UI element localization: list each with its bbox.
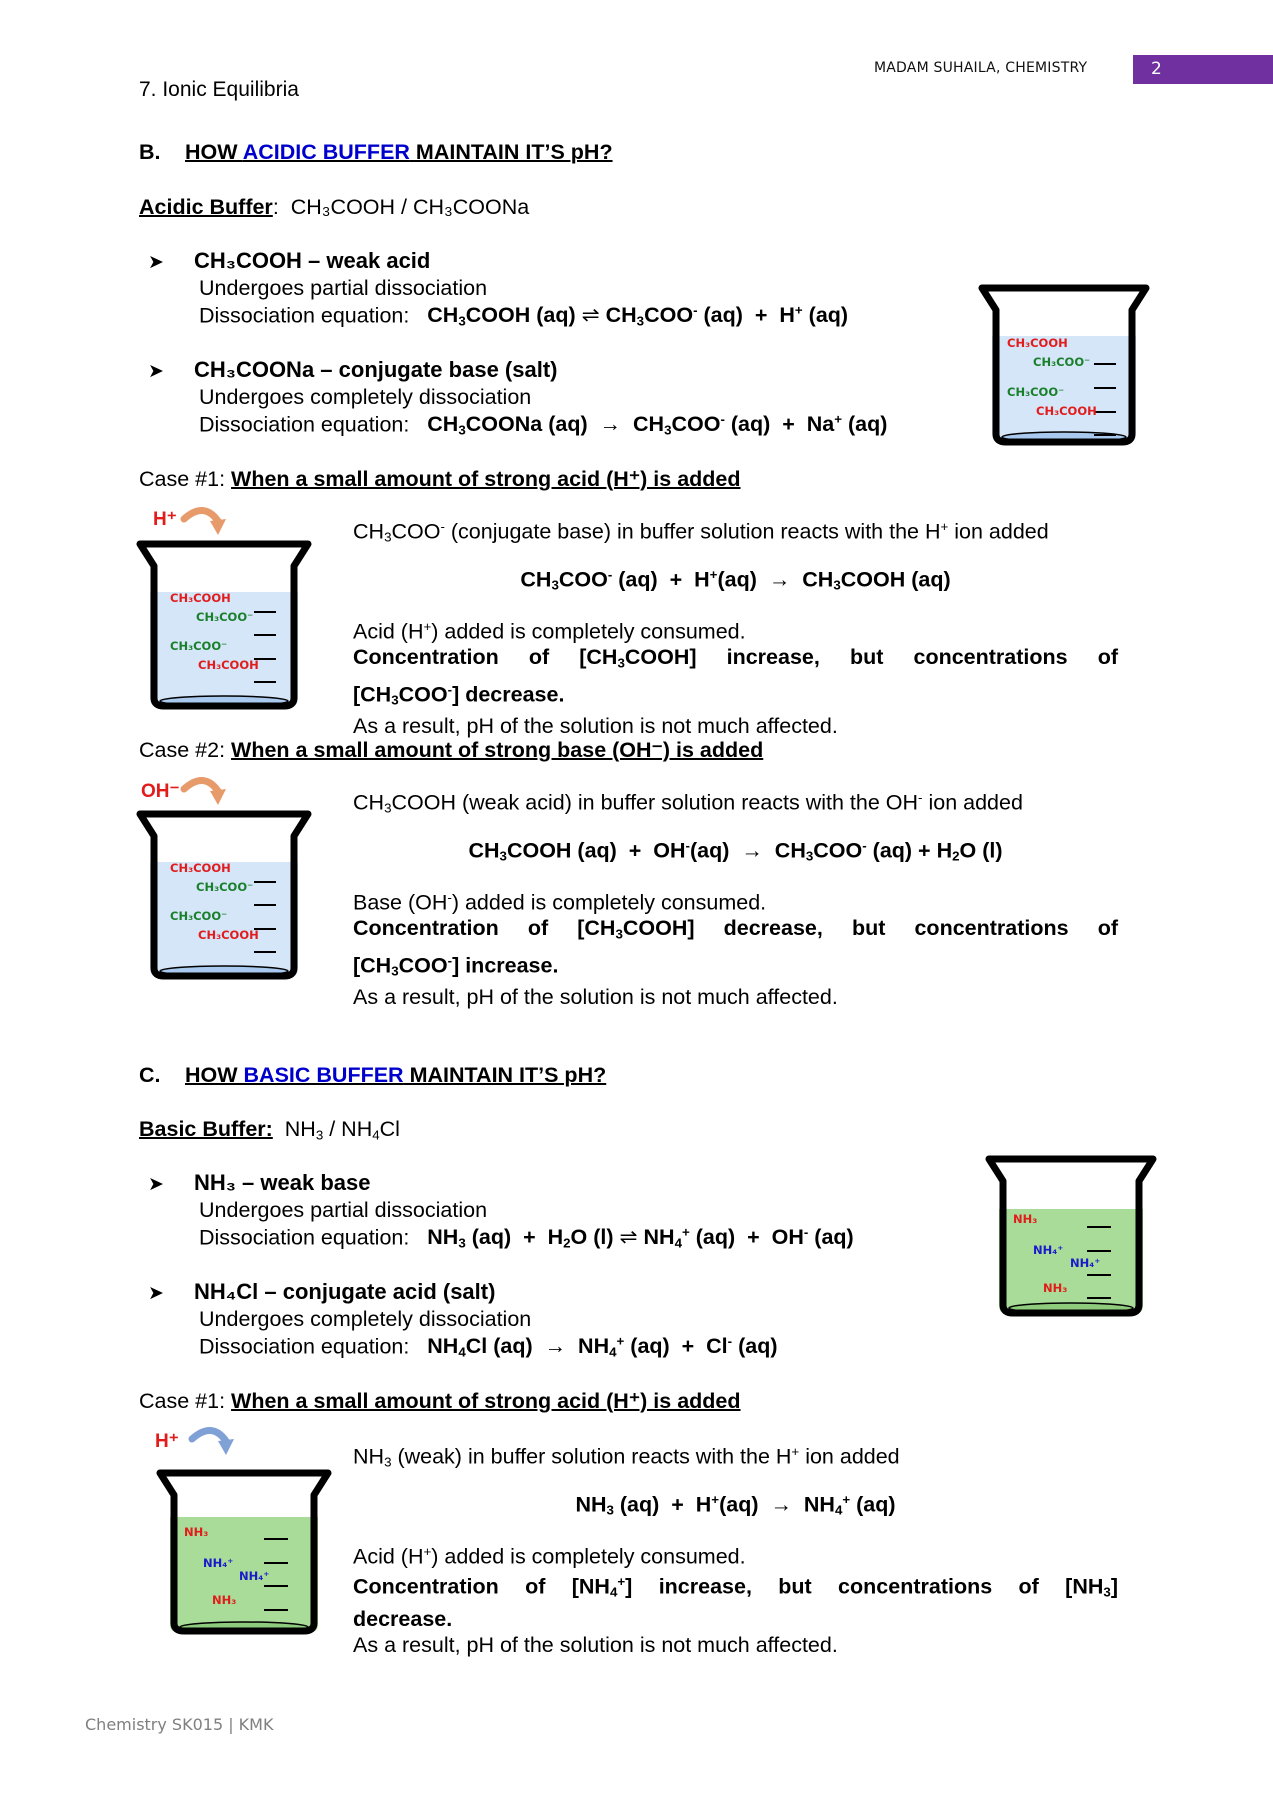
- case-1-heading: [139, 467, 741, 492]
- footer-text: Chemistry SK015 | KMK: [85, 1715, 274, 1734]
- concentration-line: Concentration of $[NH_4^+]$ increase, but concentrations of $[NH_3]$: [353, 1574, 1118, 1600]
- dissociation-equation: $CH_3COONa$ $(aq) \to CH_3COO^-$ (aq) + Na+ (aq): [427, 412, 888, 438]
- concentration-line-cont: $[CH_3COO^-]$ decrease.: [353, 681, 565, 708]
- species-label: CH₃COO⁻: [196, 880, 254, 894]
- added-ion-label: H⁺: [155, 1431, 179, 1452]
- bullet-desc: Undergoes completely dissociation: [199, 1307, 532, 1331]
- bullet-weak-acid: [148, 248, 430, 274]
- beaker-icon: [136, 810, 312, 982]
- species-label: NH₄⁺: [203, 1556, 234, 1570]
- species-label: CH₃COOH: [198, 658, 259, 672]
- bullet-conjugate-base: [148, 357, 557, 383]
- added-ion-label: OH⁻: [141, 781, 180, 802]
- bullet-desc: Undergoes completely dissociation: [199, 385, 532, 409]
- dissociation-line: [199, 1334, 778, 1360]
- buffer-label: Acidic Buffer: [139, 195, 273, 219]
- eq-label: Dissociation equation:: [199, 303, 410, 328]
- case-explanation: [353, 1539, 1118, 1658]
- acidic-buffer-definition: Acidic Buffer: CH₃COOH / CH₃COONa: [139, 195, 530, 219]
- species-label: CH₃COOH: [170, 591, 231, 605]
- curved-arrow-icon: [180, 505, 230, 541]
- species-label: CH₃COO⁻: [1007, 385, 1065, 399]
- arrow-bullet-icon: ➤: [148, 1174, 164, 1195]
- bullet-desc: Undergoes partial dissociation: [199, 276, 488, 300]
- species-label: CH₃COOH: [170, 861, 231, 875]
- heading-text: HOW: [185, 140, 243, 164]
- basic-buffer-definition: [139, 1117, 400, 1142]
- species-label: CH₃COOH: [198, 928, 259, 942]
- arrow-bullet-icon: ➤: [148, 361, 164, 382]
- species-label: CH₃COOH: [1036, 404, 1097, 418]
- dissociation-equation: $NH_4Cl$ $(aq) \to NH_4^+$ (aq) + Cl- (aq): [427, 1334, 778, 1360]
- bullet-desc: Undergoes partial dissociation: [199, 1198, 488, 1222]
- case-explanation: [353, 614, 1118, 739]
- reaction-equation: $CH_3COOH$ $(aq) + OH^-(aq) \to CH_3COO^-$ $(aq) + H_2O$ (l): [468, 838, 1003, 864]
- eq-label: Dissociation equation:: [199, 1225, 410, 1250]
- reaction-intro: $CH_3COO^-$ (conjugate base) in buffer solution reacts with the H+ ion added: [353, 519, 1049, 545]
- arrow-bullet-icon: ➤: [148, 1283, 164, 1304]
- case-explanation: [353, 885, 1118, 1010]
- species-label: NH₄⁺: [1070, 1256, 1101, 1270]
- beaker-icon: [156, 1469, 332, 1637]
- beaker-icon: [136, 540, 312, 712]
- beaker-icon: [985, 1155, 1157, 1319]
- result-line: As a result, pH of the solution is not much affected.: [353, 714, 838, 739]
- species-label: CH₃COOH: [1007, 336, 1068, 350]
- result-line: As a result, pH of the solution is not much affected.: [353, 1632, 838, 1657]
- consumed-line: Acid (H+) added is completely consumed.: [353, 1544, 746, 1569]
- section-letter: B.: [139, 140, 161, 164]
- species-label: NH₃: [212, 1593, 237, 1607]
- page-number-badge: 2: [1133, 55, 1273, 84]
- heading-text: MAINTAIN IT’S pH?: [409, 140, 613, 164]
- concentration-line-cont: $[CH_3COO^-]$ increase.: [353, 952, 559, 979]
- consumed-line: Base (OH-) added is completely consumed.: [353, 890, 767, 915]
- bullet-title: NH₃ – weak base: [194, 1170, 371, 1195]
- section-letter: C.: [139, 1063, 161, 1087]
- heading-highlight: BASIC BUFFER: [243, 1063, 404, 1087]
- species-label: NH₃: [1013, 1212, 1038, 1226]
- dissociation-line: [199, 303, 848, 329]
- chapter-title: 7. Ionic Equilibria: [139, 78, 299, 101]
- dissociation-line: [199, 1225, 854, 1251]
- species-label: CH₃COO⁻: [170, 639, 228, 653]
- case-title: When a small amount of strong acid (H⁺) is added: [231, 467, 741, 491]
- curved-arrow-icon: [188, 1425, 238, 1461]
- reaction-equation: $CH_3COO^-$ $(aq) + H^+(aq) \to CH_3COOH$ (aq): [520, 567, 951, 593]
- concentration-line: Concentration of $[CH_3COOH]$ increase, but concentrations of: [353, 645, 1118, 671]
- species-label: NH₄⁺: [239, 1569, 270, 1583]
- case-2-heading: [139, 738, 763, 763]
- case-title: When a small amount of strong acid (H⁺) is added: [231, 1389, 741, 1413]
- reaction-intro: $NH_3$ (weak) in buffer solution reacts with the H+ ion added: [353, 1444, 900, 1470]
- case-prefix: Case #2:: [139, 738, 226, 762]
- dissociation-equation: $NH_3$ $(aq) + H_2O$ (l) ⇌ $NH_4^+$ (aq) + OH- (aq): [427, 1225, 854, 1251]
- added-ion-label: H⁺: [153, 509, 177, 530]
- consumed-line: Acid (H+) added is completely consumed.: [353, 619, 746, 644]
- species-label: CH₃COO⁻: [1033, 355, 1091, 369]
- bullet-title: CH₃COONa – conjugate base (salt): [194, 357, 558, 382]
- bullet-conjugate-acid: [148, 1279, 495, 1305]
- case-prefix: Case #1:: [139, 467, 226, 491]
- heading-text: MAINTAIN IT’S pH?: [403, 1063, 607, 1087]
- heading-highlight: ACIDIC BUFFER: [242, 140, 410, 164]
- reaction-intro: $CH_3COOH$ (weak acid) in buffer solution reacts with the OH- ion added: [353, 790, 1023, 816]
- species-label: NH₃: [184, 1525, 209, 1539]
- bullet-title: NH₄Cl – conjugate acid (salt): [194, 1279, 496, 1304]
- dissociation-line: [199, 412, 887, 438]
- species-label: NH₄⁺: [1033, 1243, 1064, 1257]
- bullet-weak-base: [148, 1170, 370, 1196]
- species-label: NH₃: [1043, 1281, 1068, 1295]
- header-author: MADAM SUHAILA, CHEMISTRY: [874, 60, 1088, 76]
- dissociation-equation: $CH_3COOH$ (aq) ⇌ $CH_3COO^-$ (aq) + H+ (aq): [427, 303, 849, 329]
- eq-label: Dissociation equation:: [199, 412, 410, 437]
- acidic-buffer-beaker: [978, 284, 1150, 448]
- heading-text: HOW: [185, 1063, 244, 1087]
- concentration-line-cont: decrease.: [353, 1606, 453, 1631]
- buffer-formula: CH₃COOH / CH₃COONa: [290, 195, 530, 219]
- buffer-formula: $NH_3 / NH_4Cl$: [284, 1117, 400, 1143]
- section-c-heading: [139, 1063, 606, 1088]
- arrow-bullet-icon: ➤: [148, 252, 164, 273]
- case-prefix: Case #1:: [139, 1389, 226, 1413]
- result-line: As a result, pH of the solution is not much affected.: [353, 985, 838, 1010]
- buffer-label: Basic Buffer:: [139, 1117, 273, 1141]
- species-label: CH₃COO⁻: [170, 909, 228, 923]
- case-1-basic-heading: [139, 1389, 741, 1414]
- section-b-heading: [139, 140, 613, 165]
- curved-arrow-icon: [180, 775, 230, 811]
- concentration-line: Concentration of $[CH_3COOH]$ decrease, but concentrations of: [353, 916, 1118, 942]
- case-title: When a small amount of strong base (OH⁻) is added: [231, 738, 764, 762]
- eq-label: Dissociation equation:: [199, 1334, 410, 1359]
- species-label: CH₃COO⁻: [196, 610, 254, 624]
- bullet-title: CH₃COOH – weak acid: [194, 248, 431, 273]
- basic-buffer-beaker: [985, 1155, 1157, 1319]
- reaction-equation: $NH_3$ $(aq) + H^+(aq) \to NH_4^+$ (aq): [575, 1492, 896, 1518]
